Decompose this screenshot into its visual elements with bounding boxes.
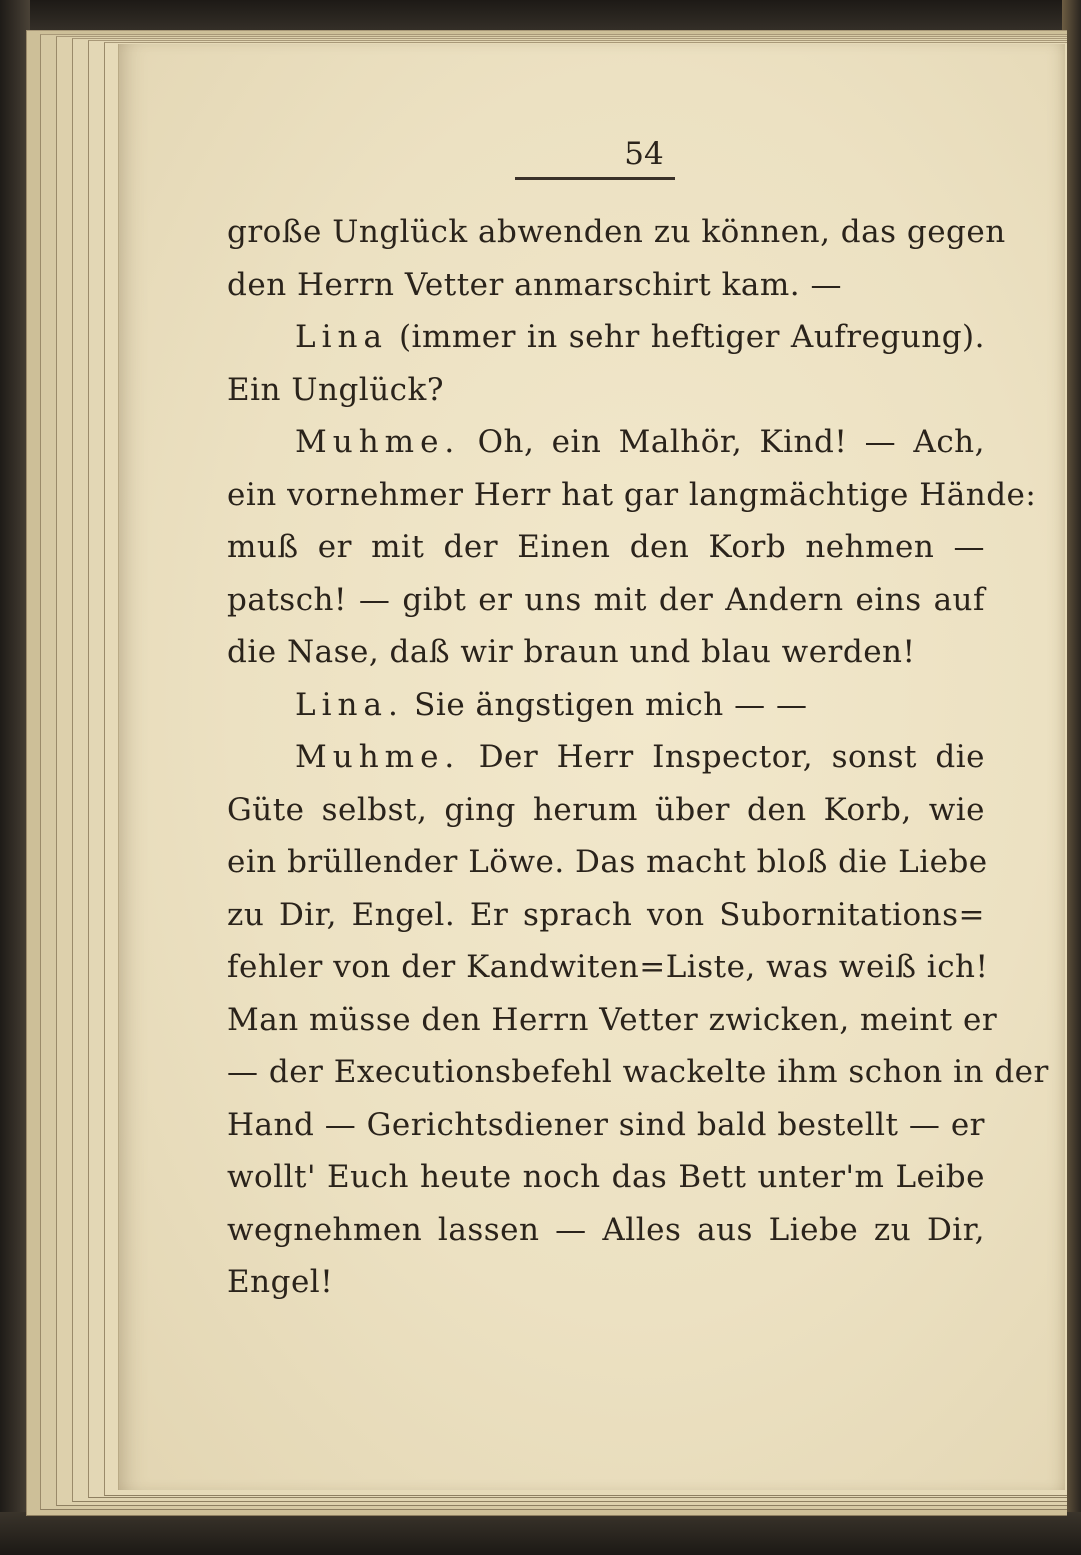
- text-line: muß er mit der Einen den Korb nehmen —: [227, 529, 985, 565]
- text-line: wegnehmen lassen — Alles aus Liebe zu Dir,: [227, 1211, 985, 1248]
- speaker-name: Muhme.: [295, 739, 461, 775]
- text-line: Güte selbst, ging herum über den Korb, wie: [227, 791, 985, 828]
- text-line: zu Dir, Engel. Er sprach von Subornitations=: [227, 896, 985, 933]
- text-line: große Unglück abwenden zu können, das gegen: [227, 214, 1006, 250]
- page-body-text: [227, 206, 1049, 1309]
- text-line: patsch! — gibt er uns mit der Andern eins auf: [227, 581, 985, 618]
- stage-direction: (immer in sehr heftiger Aufregung).: [387, 319, 985, 355]
- text-line: wollt' Euch heute noch das Bett unter'm Leibe: [227, 1159, 985, 1195]
- page-number: 54: [624, 136, 664, 172]
- text-line: ein vornehmer Herr hat gar langmächtige Hände:: [227, 476, 1037, 513]
- book-page: [118, 44, 1065, 1490]
- speaker-name: Lina: [295, 319, 388, 355]
- dialogue-text: Der Herr Inspector, sonst die: [460, 739, 985, 775]
- text-line: [227, 311, 985, 364]
- text-line: Man müsse den Herrn Vetter zwicken, meint er: [227, 1001, 998, 1038]
- dialogue-text: Oh, ein Malhör, Kind! — Ach,: [460, 424, 985, 460]
- speaker-name: Muhme.: [295, 424, 461, 460]
- text-line: [227, 416, 985, 469]
- text-line: [227, 731, 985, 784]
- text-line: — der Executionsbefehl wackelte ihm schon in der: [227, 1054, 1049, 1090]
- text-line: die Nase, daß wir braun und blau werden!: [227, 634, 916, 670]
- text-line: fehler von der Kandwiten=Liste, was weiß ich!: [227, 949, 989, 985]
- header-rule: [515, 177, 675, 180]
- dialogue-text: Sie ängstigen mich — —: [403, 686, 808, 723]
- text-line: den Herrn Vetter anmarschirt kam. —: [227, 266, 842, 303]
- text-line: Hand — Gerichtsdiener sind bald bestellt — er: [227, 1106, 985, 1143]
- text-line: ein brüllender Löwe. Das macht bloß die Liebe: [227, 844, 988, 880]
- speaker-name: Lina.: [295, 686, 404, 723]
- text-line: Engel!: [227, 1264, 334, 1300]
- text-line: [227, 679, 985, 732]
- text-line: Ein Unglück?: [227, 371, 444, 408]
- book-cover-bottom-edge: [0, 1512, 1081, 1555]
